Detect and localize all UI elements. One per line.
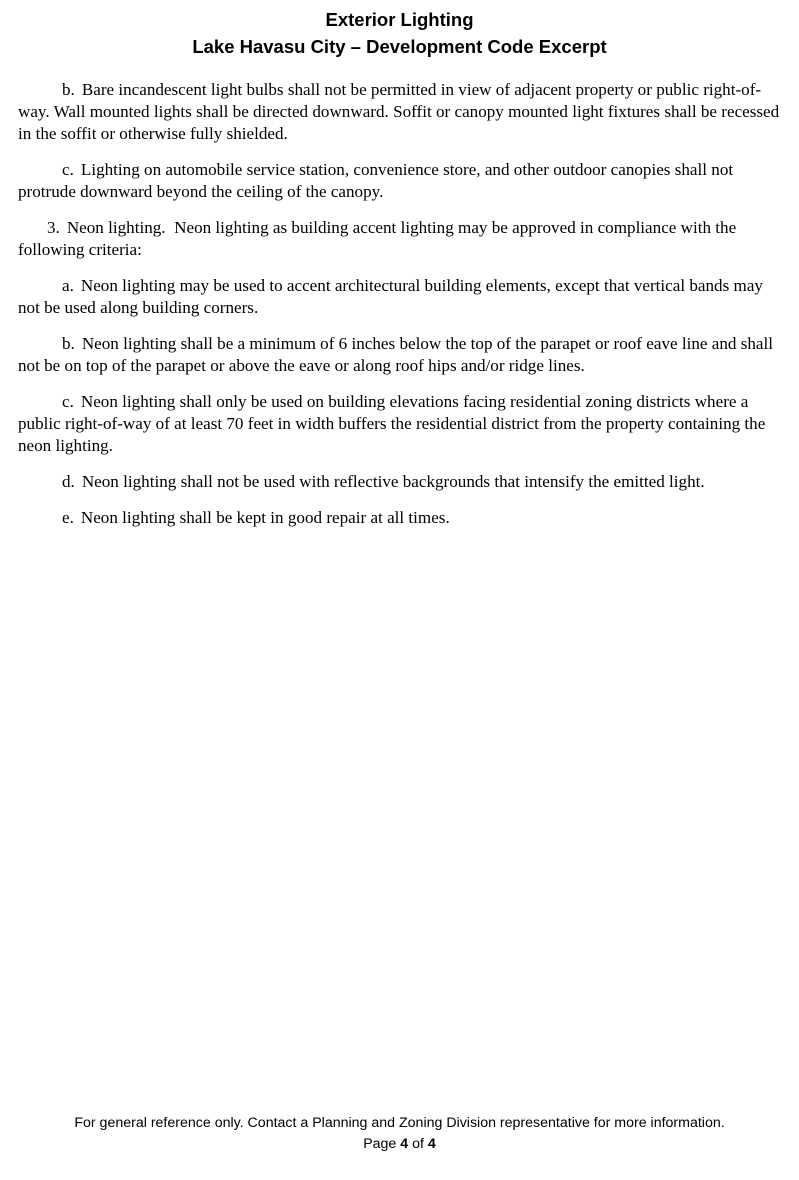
page-of: of <box>412 1136 424 1152</box>
paragraph-label: c. <box>62 392 74 411</box>
paragraph-b-light-bulbs <box>18 79 784 145</box>
page-word: Page <box>363 1136 397 1152</box>
paragraph-label: d. <box>62 472 75 491</box>
paragraph-c-canopies <box>18 159 784 203</box>
paragraph-text: Neon lighting shall only be used on building elevations facing residential zoning districts where a public right-of-way of at least 70 feet in width buffers the residential district from the property containing the neon lighting. <box>18 392 766 455</box>
paragraph-d-reflective <box>18 471 784 493</box>
paragraph-3-neon-lighting <box>18 217 784 261</box>
page-total: 4 <box>427 1136 436 1152</box>
paragraph-label: c. <box>62 160 74 179</box>
paragraph-text: Neon lighting shall be kept in good repair at all times. <box>80 508 450 527</box>
page-number <box>0 1134 799 1155</box>
paragraph-text: Neon lighting shall be a minimum of 6 inches below the top of the parapet or roof eave line and shall not be on top of the parapet or above the eave or along roof hips and/or ridge lines. <box>18 334 773 375</box>
paragraph-text: Lighting on automobile service station, convenience store, and other outdoor canopies shall not protrude downward beyond the ceiling of the canopy. <box>18 160 734 201</box>
footer-note: For general reference only. Contact a Planning and Zoning Division representative for more information. <box>74 1115 725 1131</box>
paragraph-label: b. <box>62 334 75 353</box>
document-header <box>0 6 799 60</box>
paragraph-b-parapet <box>18 333 784 377</box>
document-footer <box>0 1113 799 1155</box>
paragraph-label: b. <box>62 80 75 99</box>
paragraph-text: Neon lighting may be used to accent architectural building elements, except that vertical bands may not be used along building corners. <box>18 276 763 317</box>
document-title: Exterior Lighting <box>325 9 474 30</box>
document-body <box>18 79 784 543</box>
paragraph-a-accent <box>18 275 784 319</box>
paragraph-text: Neon lighting shall not be used with reflective backgrounds that intensify the emitted light. <box>81 472 705 491</box>
paragraph-label: e. <box>62 508 74 527</box>
paragraph-text: Bare incandescent light bulbs shall not be permitted in view of adjacent property or public right-of-way. Wall mounted lights shall be directed downward. Soffit or canopy mounted light fixtures shall be recessed in the soffit or otherwise fully shielded. <box>18 80 780 143</box>
paragraph-label: a. <box>62 276 74 295</box>
paragraph-text: Neon lighting. Neon lighting as building accent lighting may be approved in compliance with the following criteria: <box>18 218 741 259</box>
page-current: 4 <box>400 1136 409 1152</box>
paragraph-label: 3. <box>47 218 60 237</box>
document-subtitle: Lake Havasu City – Development Code Excerpt <box>192 36 607 57</box>
paragraph-c-residential <box>18 391 784 457</box>
paragraph-e-repair <box>18 507 784 529</box>
